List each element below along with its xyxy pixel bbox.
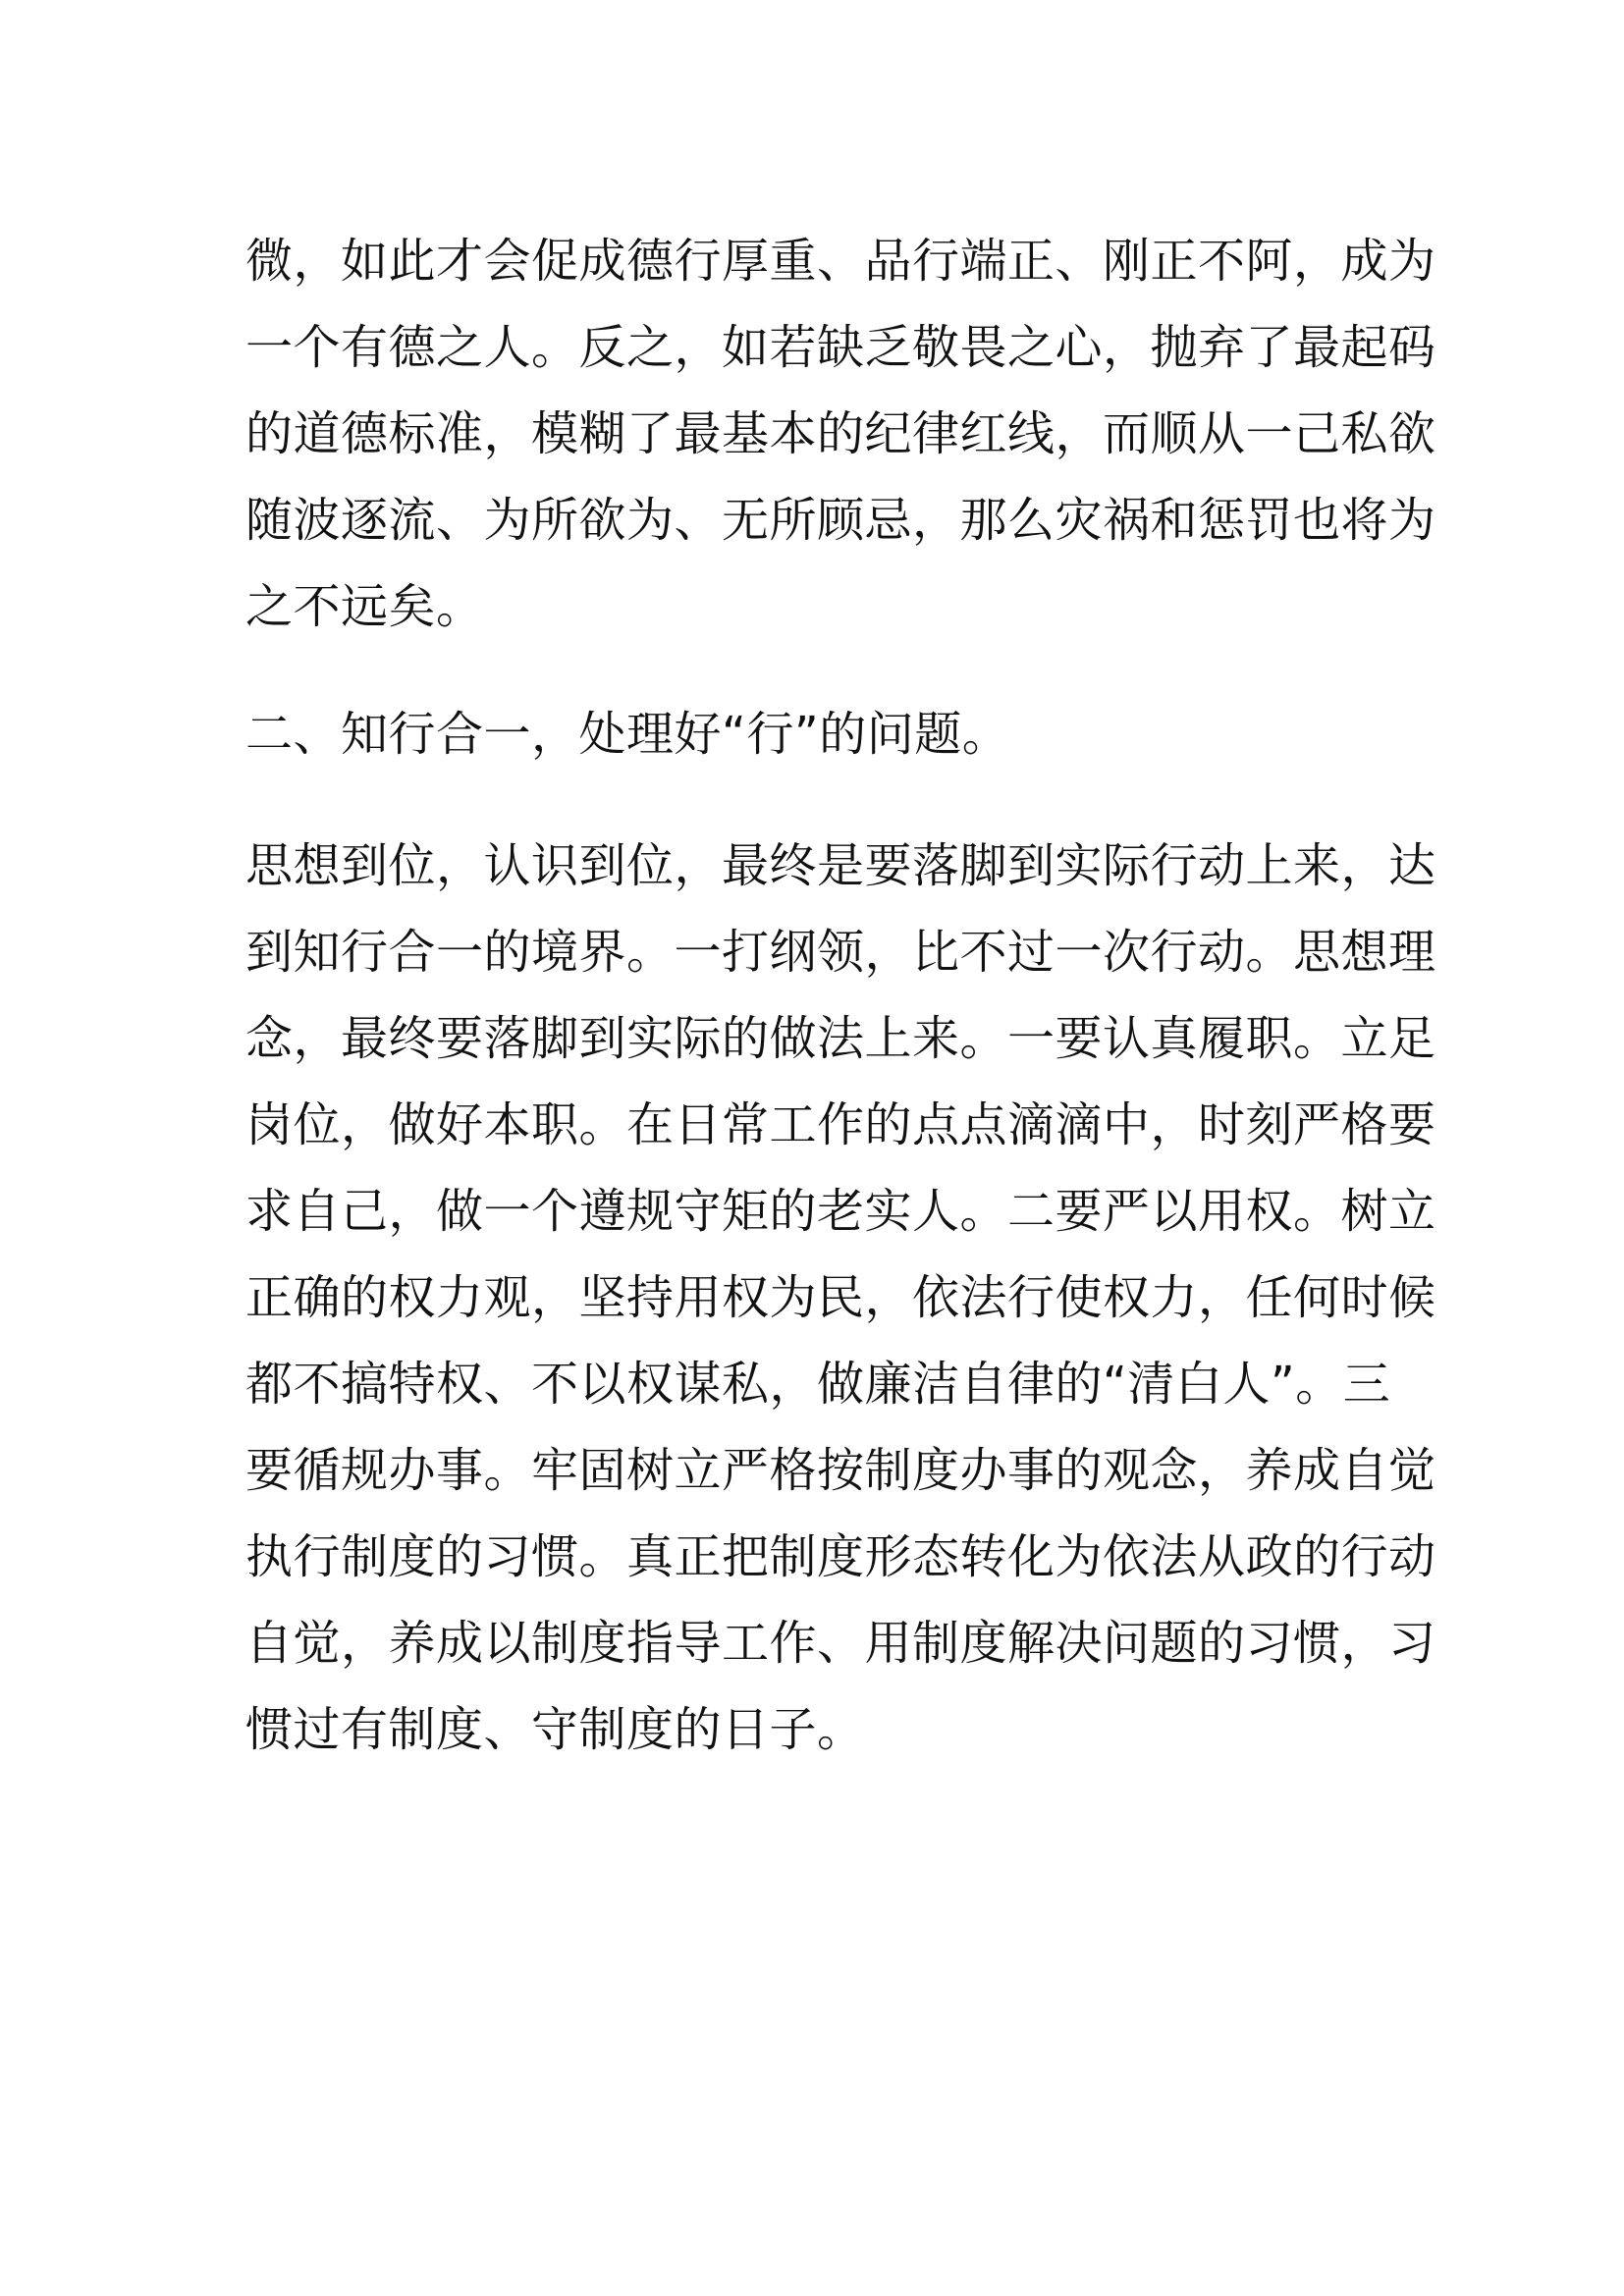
text-line: 要循规办事。牢固树立严格按制度办事的观念，养成自觉 bbox=[245, 1443, 1436, 1498]
text-line: 之不远矣。 bbox=[245, 579, 484, 634]
text-line: 一个有德之人。反之，如若缺乏敬畏之心，抛弃了最起码 bbox=[245, 320, 1436, 375]
text-line: 微，如此才会促成德行厚重、品行端正、刚正不阿，成为 bbox=[245, 234, 1436, 289]
text-line: 都不搞特权、不以权谋私，做廉洁自律的“清白人”。三 bbox=[245, 1357, 1391, 1412]
text-line: 正确的权力观，坚持用权为民，依法行使权力，任何时候 bbox=[245, 1270, 1436, 1325]
paragraph-1 bbox=[245, 218, 1436, 650]
text-line: 随波逐流、为所欲为、无所顾忌，那么灾祸和惩罚也将为 bbox=[245, 493, 1436, 548]
text-line: 思想到位，认识到位，最终是要落脚到实际行动上来，达 bbox=[245, 838, 1436, 893]
text-line: 惯过有制度、守制度的日子。 bbox=[245, 1702, 865, 1757]
text-line: 求自己，做一个遵规守矩的老实人。二要严以用权。树立 bbox=[245, 1184, 1436, 1239]
text-line: 自觉，养成以制度指导工作、用制度解决问题的习惯，习 bbox=[245, 1616, 1436, 1671]
text-line: 念，最终要落脚到实际的做法上来。一要认真履职。立足 bbox=[245, 1011, 1436, 1066]
text-line: 执行制度的习惯。真正把制度形态转化为依法从政的行动 bbox=[245, 1529, 1436, 1584]
text-line: 到知行合一的境界。一打纲领，比不过一次行动。思想理 bbox=[245, 925, 1436, 980]
text-line: 岗位，做好本职。在日常工作的点点滴滴中，时刻严格要 bbox=[245, 1097, 1436, 1152]
paragraph-2 bbox=[245, 823, 1436, 1773]
section-2-heading: 二、知行合一，处理好“行”的问题。 bbox=[245, 707, 1010, 762]
text-line: 的道德标准，模糊了最基本的纪律红线，而顺从一己私欲 bbox=[245, 406, 1436, 461]
